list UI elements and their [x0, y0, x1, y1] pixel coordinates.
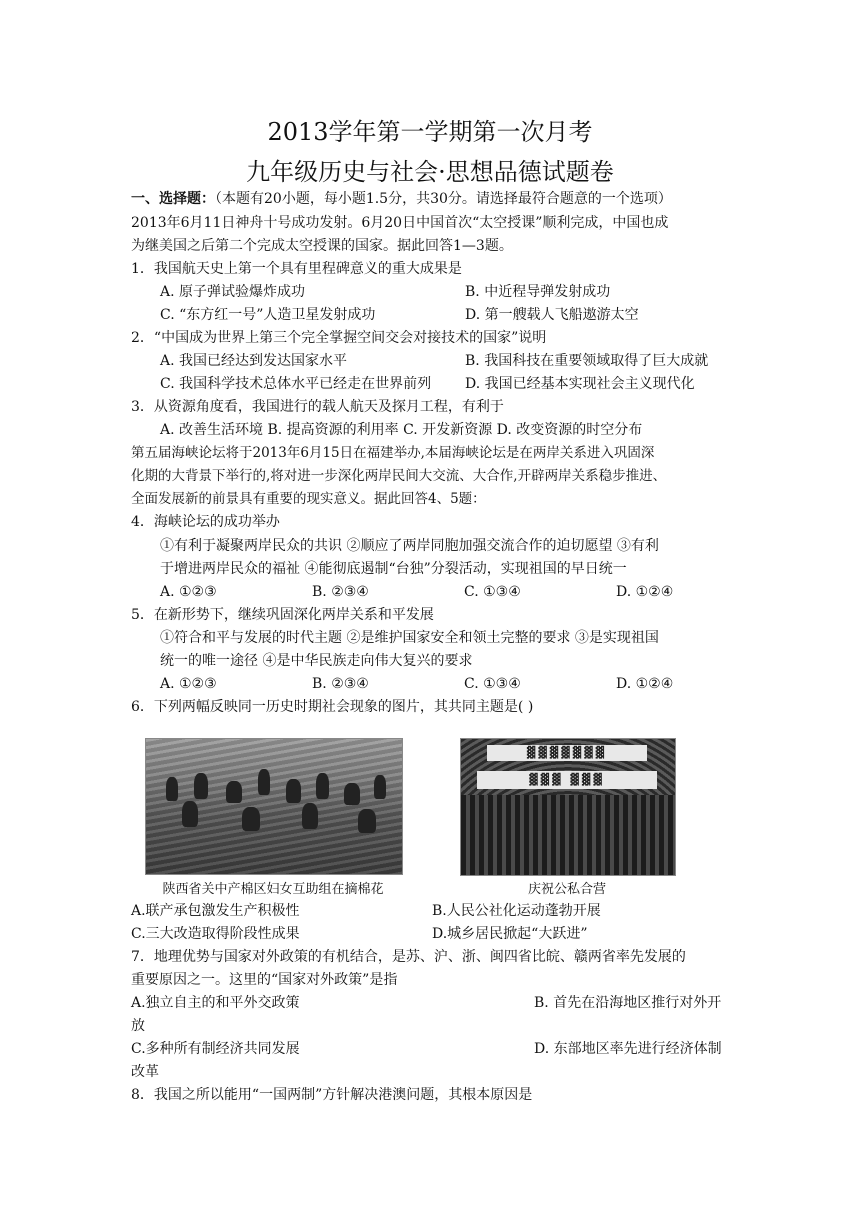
material1-line1: 2013年6月11日神舟十号成功发射。6月20日中国首次“太空授课”顺利完成，中国也成	[131, 215, 669, 231]
q4-stem: 4．海峡论坛的成功举办	[131, 514, 280, 530]
q5-option-a: A. ①②③	[160, 676, 217, 692]
q1-stem: 1．我国航天史上第一个具有里程碑意义的重大成果是	[131, 261, 462, 277]
q6-option-b: B.人民公社化运动蓬勃开展	[432, 903, 601, 919]
q6-option-d: D.城乡居民掀起“大跃进”	[432, 926, 588, 942]
q6-stem: 6．下列两幅反映同一历史时期社会现象的图片，其共同主题是( )	[131, 699, 534, 715]
q7-option-b-continued: 放	[131, 1018, 145, 1034]
q2-option-c: C. 我国科学技术总体水平已经走在世界前列	[160, 376, 432, 392]
section-instructions: （本题有20小题，每小题1.5分，共30分。请选择最符合题意的一个选项）	[215, 191, 672, 207]
q2-stem: 2．“中国成为世界上第三个完全掌握空间交会对接技术的国家”说明	[131, 330, 547, 346]
q2-option-a: A. 我国已经达到发达国家水平	[160, 353, 348, 369]
q1-option-a: A. 原子弹试验爆炸成功	[160, 284, 306, 300]
q4-option-c: C. ①③④	[464, 584, 521, 600]
celebration-banner-main: ▓▓▓ ▓▓▓	[477, 771, 657, 789]
section-header	[131, 189, 672, 209]
exam-title: 2013学年第一学期第一次月考	[267, 118, 593, 146]
q1-option-b: B. 中近程导弹发射成功	[465, 284, 611, 300]
q5-stem: 5．在新形势下，继续巩固深化两岸关系和平发展	[131, 607, 434, 623]
q2-option-d: D. 我国已经基本实现社会主义现代化	[465, 376, 695, 392]
q5-item-line1: ①符合和平与发展的时代主题 ②是维护国家安全和领土完整的要求 ③是实现祖国	[160, 630, 659, 646]
section-heading: 一、选择题：	[131, 191, 215, 207]
q4-item-line1: ①有利于凝聚两岸民众的共识 ②顺应了两岸同胞加强交流合作的迫切愿望 ③有利	[160, 538, 659, 554]
q4-option-d: D. ①②④	[616, 584, 674, 600]
q7-stem-line2: 重要原因之一。这里的“国家对外政策”是指	[131, 972, 398, 988]
q1-option-c: C. “东方红一号”人造卫星发射成功	[160, 307, 376, 323]
q7-option-b: B. 首先在沿海地区推行对外开	[534, 995, 722, 1011]
q4-option-b: B. ②③④	[312, 584, 369, 600]
material2-line3: 全面发展新的前景具有重要的现实意义。据此回答4、5题：	[131, 491, 486, 507]
photo-caption-right: 庆祝公私合营	[527, 882, 606, 897]
q6-option-c: C.三大改造取得阶段性成果	[131, 926, 300, 942]
q7-option-a: A.独立自主的和平外交政策	[131, 995, 300, 1011]
q7-stem-line1: 7．地理优势与国家对外政策的有机结合，是苏、沪、浙、闽四省比皖、赣两省率先发展的	[131, 949, 686, 965]
q1-option-d: D. 第一艘载人飞船遨游太空	[465, 307, 639, 323]
q5-item-line2: 统一的唯一途径 ④是中华民族走向伟大复兴的要求	[160, 653, 473, 669]
celebration-banner-top: ▓▓▓▓▓▓▓	[487, 745, 647, 761]
q6-option-a: A.联产承包激发生产积极性	[131, 903, 300, 919]
q5-option-b: B. ②③④	[312, 676, 369, 692]
q3-options: A. 改善生活环境 B. 提高资源的利用率 C. 开发新资源 D. 改变资源的时空分布	[160, 422, 643, 438]
material2-line1: 第五届海峡论坛将于2013年6月15日在福建举办,本届海峡论坛是在两岸关系进入巩固深	[131, 445, 655, 461]
cotton-picking-photo	[145, 738, 403, 875]
q7-option-d-continued: 改革	[131, 1064, 159, 1080]
q4-item-line2: 于增进两岸民众的福祉 ④能彻底遏制“台独”分裂活动，实现祖国的早日统一	[160, 561, 627, 577]
q7-option-d: D. 东部地区率先进行经济体制	[534, 1041, 722, 1057]
q5-option-c: C. ①③④	[464, 676, 521, 692]
q8-stem: 8．我国之所以能用“一国两制”方针解决港澳问题，其根本原因是	[131, 1087, 533, 1103]
exam-subtitle: 九年级历史与社会·思想品德试题卷	[246, 158, 614, 186]
q4-option-a: A. ①②③	[160, 584, 217, 600]
q3-stem: 3．从资源角度看，我国进行的载人航天及探月工程，有利于	[131, 399, 504, 415]
q2-option-b: B. 我国科技在重要领域取得了巨大成就	[465, 353, 709, 369]
photo-caption-left: 陕西省关中产棉区妇女互助组在摘棉花	[162, 882, 384, 897]
celebration-photo	[460, 738, 676, 876]
material1-line2: 为继美国之后第二个完成太空授课的国家。据此回答1—3题。	[131, 238, 513, 254]
q7-option-c: C.多种所有制经济共同发展	[131, 1041, 300, 1057]
material2-line2: 化期的大背景下举行的,将对进一步深化两岸民间大交流、大合作,开辟两岸关系稳步推进、	[131, 468, 667, 484]
q5-option-d: D. ①②④	[616, 676, 674, 692]
